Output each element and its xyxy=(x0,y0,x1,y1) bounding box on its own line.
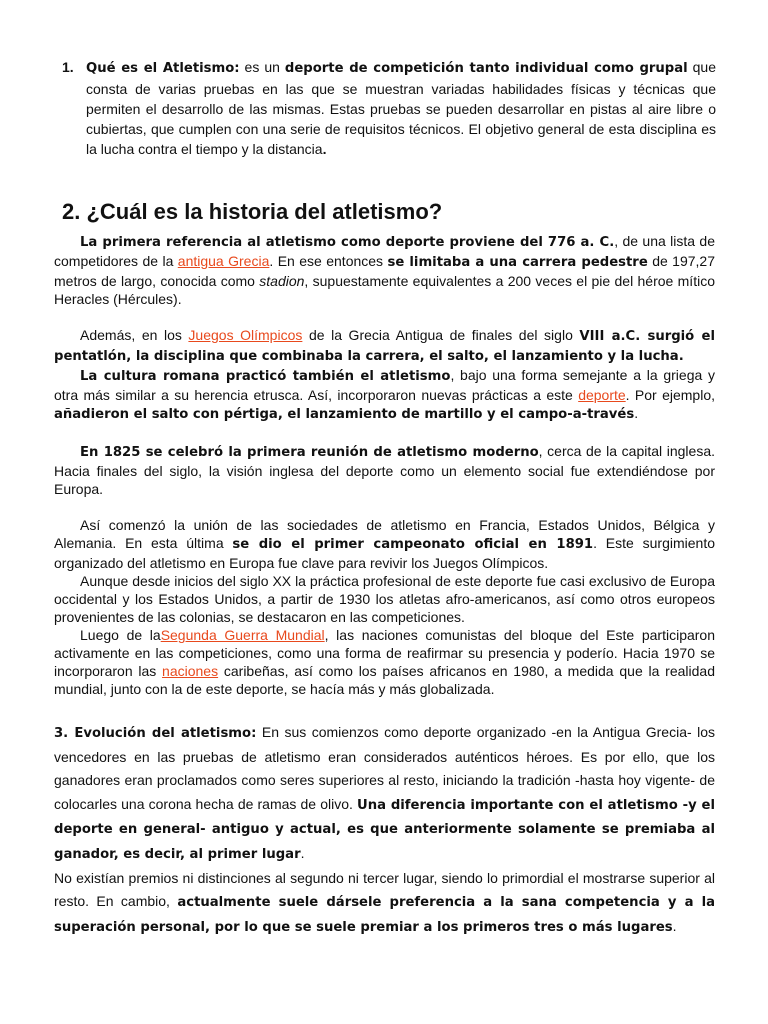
text: es un xyxy=(239,59,285,75)
text: . Este surgimiento organizado del atletismo en Europa fue clave para revivir los Juegos Olímpicos. xyxy=(54,535,715,571)
spacer xyxy=(54,498,715,516)
paragraph xyxy=(54,232,715,308)
bold-text: VIII a.C. surgió el pentatlón, la disciplina que combinaba la carrera, el salto, el lanzamiento y la lucha. xyxy=(54,329,715,364)
text: En sus comienzos como deporte organizado -en la Antigua Grecia- los vencedores en las pruebas de atletismo eran considerados auténticos héroes. Es por ello, que los ganadores eran proclamados como seres superiores al resto, iniciando la tradición -hasta hoy vigente- de colocarles una corona hecha de ramas de olivo. xyxy=(54,724,716,812)
section-1-title: Qué es el Atletismo: xyxy=(86,61,240,76)
paragraph xyxy=(54,326,715,366)
bold-text: añadieron el salto con pértiga, el lanzamiento de martillo y el campo-a-través xyxy=(54,407,635,422)
bold-text: deporte de competición tanto individual como grupal xyxy=(284,61,688,76)
text: . xyxy=(672,917,677,934)
paragraph xyxy=(54,516,715,572)
paragraph xyxy=(54,721,715,867)
paragraph xyxy=(54,366,715,424)
italic-text: stadion xyxy=(259,273,305,289)
link-antigua-grecia[interactable]: antigua Grecia xyxy=(177,253,270,269)
spacer xyxy=(54,424,715,442)
text: . Por ejemplo, xyxy=(625,387,715,403)
text: . xyxy=(634,405,639,421)
spacer xyxy=(54,308,715,326)
bold-text: La cultura romana practicó también el atletismo xyxy=(80,369,451,384)
link-naciones[interactable]: naciones xyxy=(162,663,219,679)
text: , las naciones comunistas del bloque del Este participaron activamente en las competiciones, como una forma de reafirmar su presencia y poderío. Hacia 1970 se incorporaron las xyxy=(54,627,715,679)
section-3 xyxy=(54,721,715,939)
text: Aunque desde inicios del siglo XX la práctica profesional de este deporte fue casi exclusivo de Europa occidental y los Estados Unidos, a partir de 1930 los atletas afro-americanos, así como otros europeos provenientes de las colonias, se destacaron en las competiciones. xyxy=(54,573,715,625)
text: Además, en los xyxy=(80,327,189,343)
text: caribeñas, así como los países africanos en 1980, a medida que la realidad mundial, junto con la de este deporte, se hacía más y más globalizada. xyxy=(54,663,715,697)
bold-text: se limitaba a una carrera pedestre xyxy=(387,255,648,270)
text: , supuestamente equivalentes a 200 veces el pie del héroe mítico Heracles (Hércules). xyxy=(54,273,715,307)
text: . En ese entonces xyxy=(269,253,388,269)
text: No existían premios ni distinciones al segundo ni tercer lugar, siendo lo primordial el mostrarse superior al resto. En cambio, xyxy=(54,869,715,910)
text: . xyxy=(322,141,327,157)
text: , cerca de la capital inglesa. Hacia finales del siglo, la visión inglesa del deporte como un elemento social fue extendiéndose por Europa. xyxy=(54,443,715,497)
bold-text: Una diferencia importante con el atletismo -y el deporte en general- antiguo y actual, es que anteriormente solamente se premiaba al ganador, es decir, al primer lugar xyxy=(54,797,716,862)
link-juegos-olimpicos[interactable]: Juegos Olímpicos xyxy=(188,327,303,343)
text: , bajo una forma semejante a la griega y otra más similar a su herencia etrusca. Así, incorporaron nuevas prácticas a este xyxy=(54,367,715,403)
text: que consta de varias pruebas en las que se muestran variadas habilidades físicas y técnicas que permiten el desarrollo de las mismas. Estas pruebas se pueden desarrollar en pistas al aire libre o cubiertas, que cumplen con una serie de requisitos técnicos. El objetivo general de esta disciplina es la lucha contra el tiempo y la distancia xyxy=(86,59,716,157)
section-2 xyxy=(54,232,715,698)
bold-text: En 1825 se celebró la primera reunión de atletismo moderno xyxy=(80,445,539,460)
paragraph xyxy=(54,442,715,498)
text: Luego de la xyxy=(80,627,161,643)
bold-text: La primera referencia al atletismo como deporte proviene del 776 a. C. xyxy=(80,235,615,250)
text: Así comenzó la unión de las sociedades de atletismo en Francia, Estados Unidos, Bélgica y Alemania. En esta última xyxy=(54,517,715,551)
paragraph xyxy=(54,626,715,698)
bold-text: se dio el primer campeonato oficial en 1891 xyxy=(232,537,594,552)
link-deporte[interactable]: deporte xyxy=(578,387,626,403)
text: de la Grecia Antigua de finales del siglo xyxy=(302,327,580,343)
text: . xyxy=(300,844,305,861)
paragraph xyxy=(54,572,715,626)
paragraph xyxy=(54,867,715,940)
bold-text: actualmente suele dársele preferencia a la sana competencia y a la superación personal, por lo que se suele premiar a los primeros tres o más lugares xyxy=(54,895,716,935)
section-2-heading: 2. ¿Cuál es la historia del atletismo? xyxy=(62,199,443,224)
section-3-title: 3. Evolución del atletismo: xyxy=(54,726,257,741)
text: de 197,27 metros de largo, conocida como xyxy=(54,253,716,289)
link-segunda-guerra-mundial[interactable]: Segunda Guerra Mundial xyxy=(160,627,325,643)
section-1 xyxy=(62,57,716,159)
list-number: 1. xyxy=(62,59,74,75)
section-1-paragraph xyxy=(86,57,716,159)
text: , de una lista de competidores de la xyxy=(54,233,715,269)
